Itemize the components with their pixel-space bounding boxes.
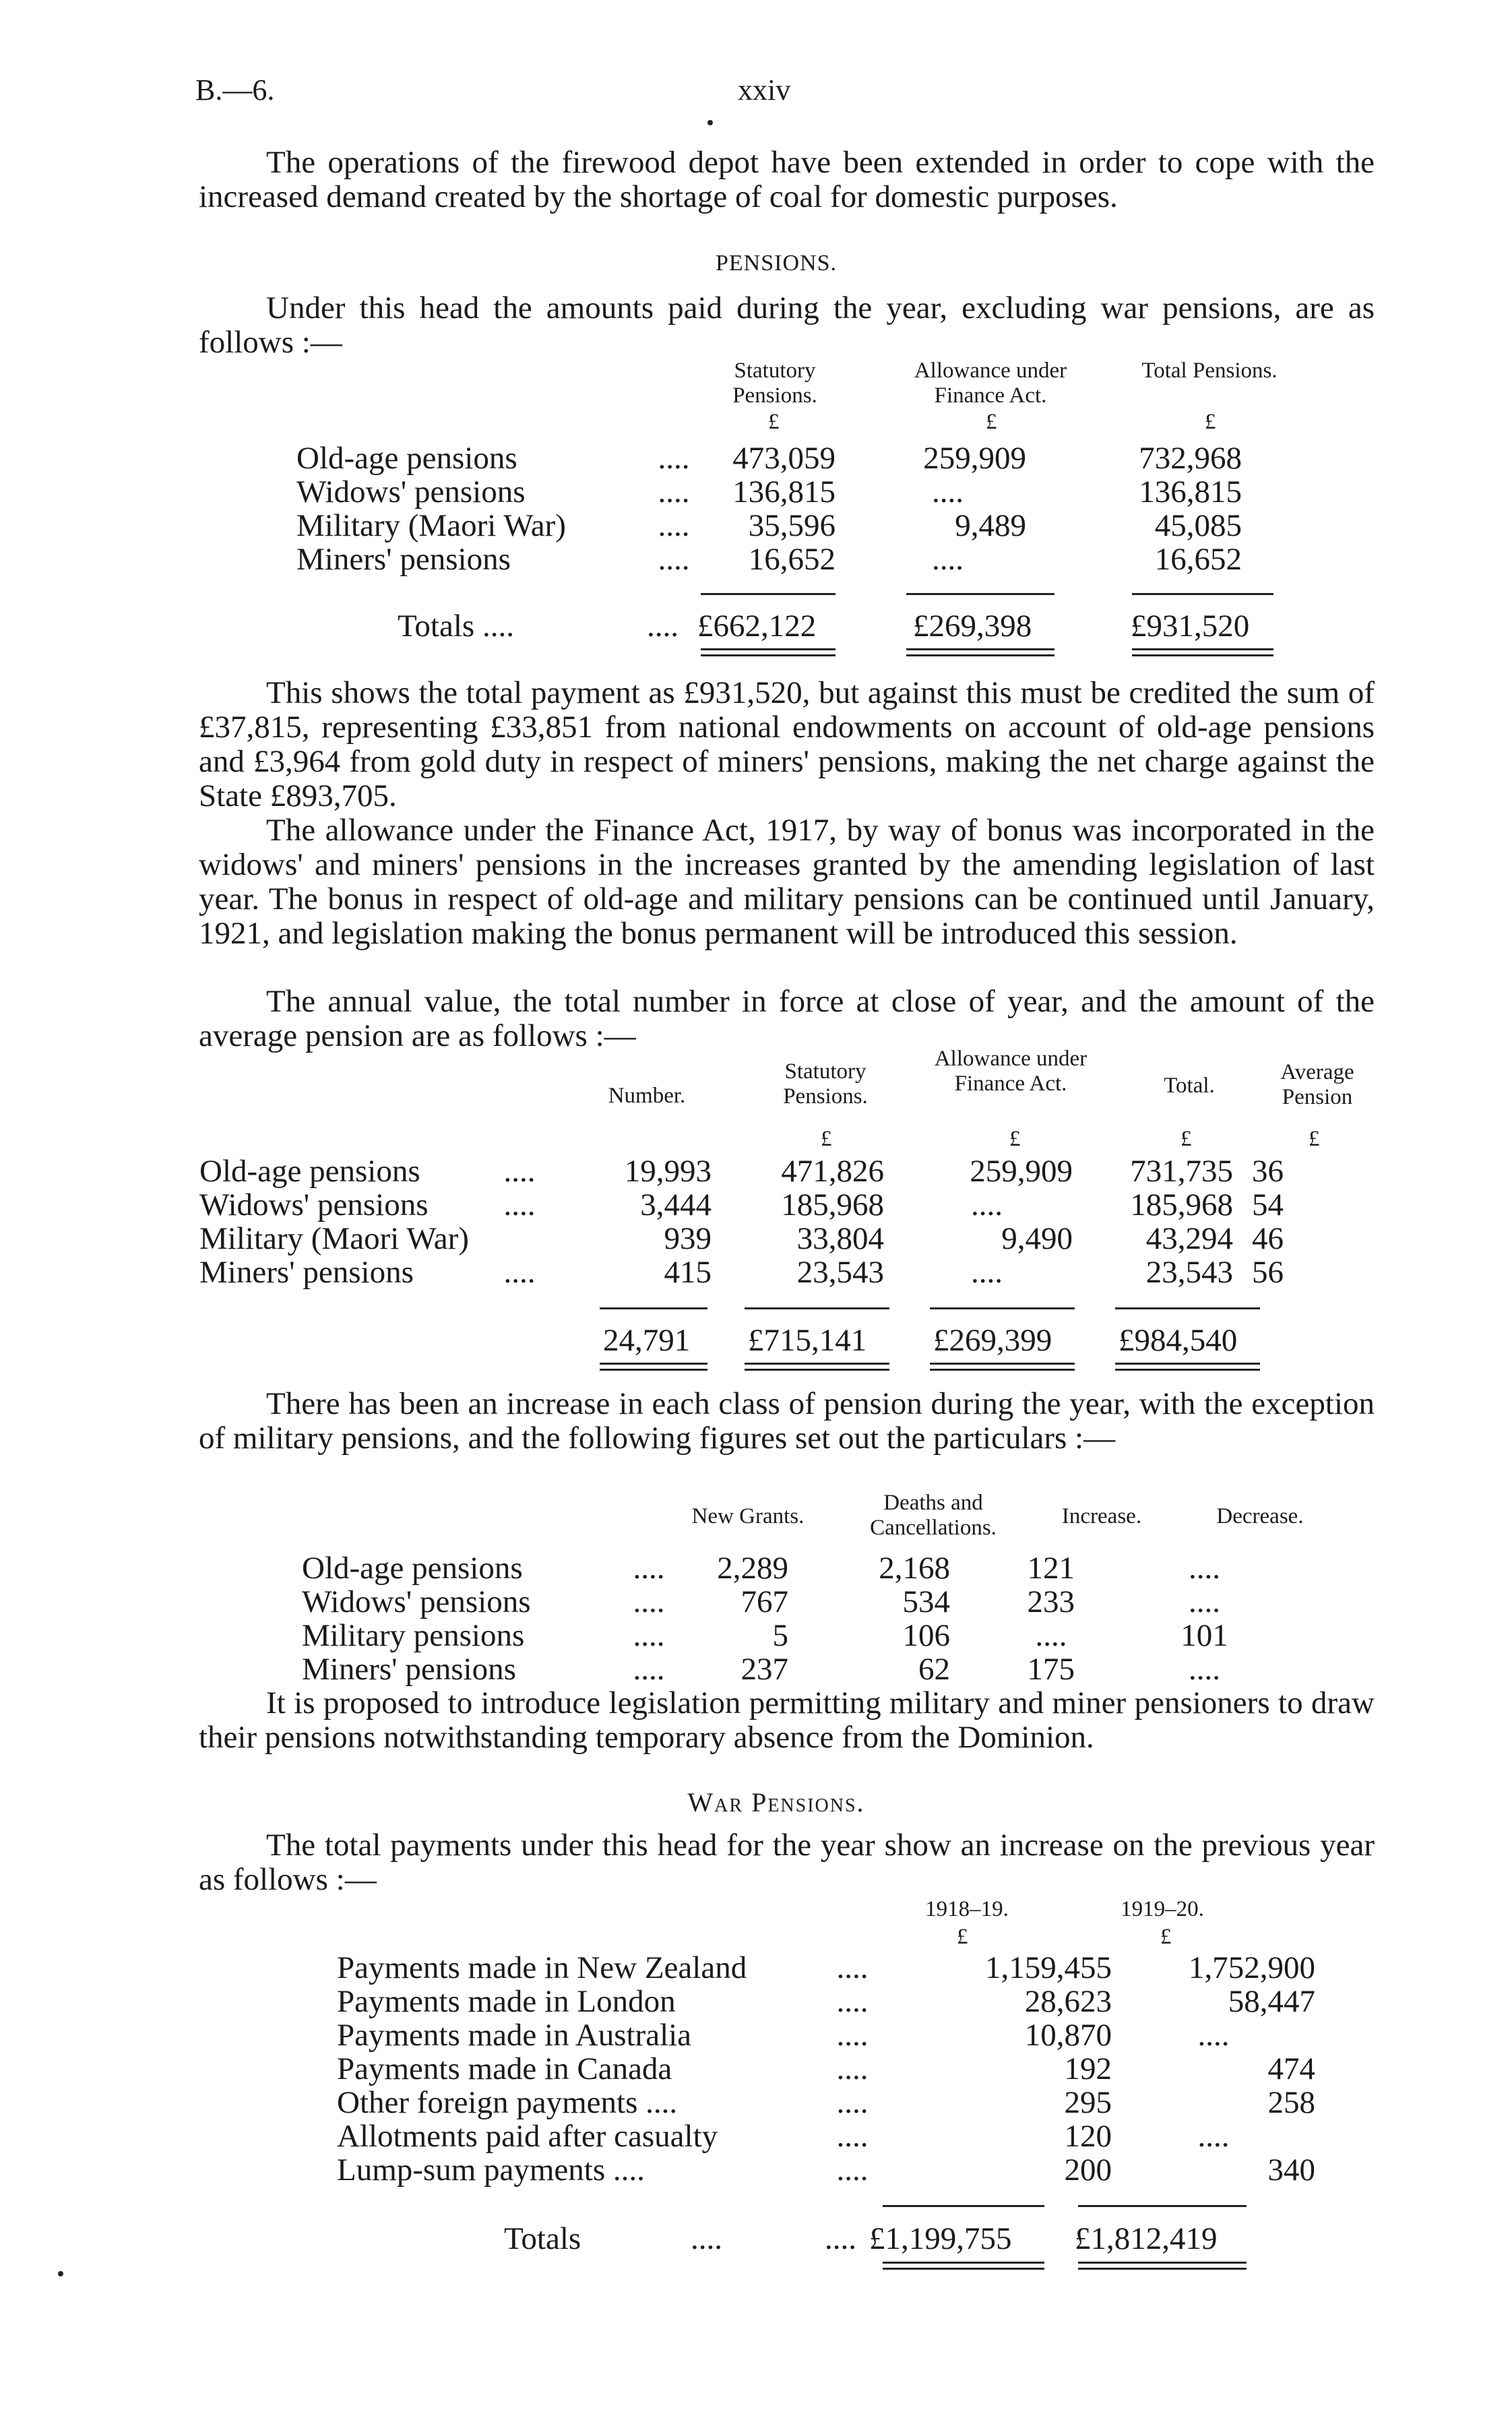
- document-reference: B.—6.: [195, 73, 275, 106]
- t1-double-rule-1: [701, 648, 836, 656]
- new-grants-value: 2,289: [717, 1551, 788, 1586]
- row-label: Military (Maori War): [296, 508, 566, 543]
- table-row: [302, 1551, 1284, 1585]
- row-label: Payments made in New Zealand: [337, 1950, 747, 1985]
- value-1918-19: 1,159,455: [985, 1950, 1112, 1985]
- leader-dots: ....: [658, 542, 690, 577]
- t3-col-increase: Increase.: [1061, 1504, 1142, 1528]
- total-value: 185,968: [1130, 1187, 1233, 1222]
- increase-value: 175: [1027, 1652, 1075, 1687]
- value-1919-20: 258: [1267, 2085, 1315, 2120]
- t4-currency-2: £: [1160, 1925, 1172, 1949]
- number-value: 19,993: [624, 1154, 712, 1189]
- total-value: 23,543: [1145, 1255, 1233, 1290]
- row-label: Old-age pensions: [296, 441, 517, 476]
- leader-dots: ....: [836, 2152, 869, 2188]
- table-row: [337, 1951, 1315, 1985]
- t2-sum-rule-3: [930, 1307, 1075, 1309]
- t1-col-total: Total Pensions.: [1141, 359, 1278, 383]
- total-value: 45,085: [1154, 508, 1242, 543]
- table-row: [302, 1585, 1284, 1619]
- t4-double-rule-2: [1078, 2262, 1247, 2270]
- leader-dots: ....: [633, 1652, 665, 1687]
- t2-double-rule-2: [745, 1363, 889, 1371]
- pension-changes-table: [302, 1551, 1284, 1686]
- leader-dots: ....: [633, 1618, 665, 1653]
- row-label: Miners' pensions: [199, 1255, 414, 1290]
- page-number: xxiv: [738, 73, 791, 106]
- table-row: [302, 1652, 1284, 1686]
- t2-sum-rule-2: [745, 1307, 889, 1309]
- value-1919-20: 340: [1267, 2152, 1315, 2188]
- statutory-value: 23,543: [796, 1255, 884, 1290]
- table-row: [199, 1222, 1324, 1255]
- t1-col-statutory: Statutory Pensions.: [732, 359, 817, 408]
- war-pensions-intro: The total payments under this head for the year show an increase on the previous year as follows :—: [199, 1828, 1375, 1897]
- t2-currency-1: £: [821, 1127, 832, 1151]
- allowance-value: 259,909: [923, 441, 1026, 476]
- row-label: Other foreign payments ....: [337, 2085, 678, 2120]
- t1-sum-rule-1: [701, 593, 836, 595]
- t3-col-deaths: Deaths and Cancellations.: [870, 1491, 997, 1540]
- row-label: Old-age pensions: [302, 1551, 523, 1586]
- t1-currency-1: £: [768, 410, 780, 434]
- statutory-value: 185,968: [781, 1187, 884, 1222]
- t1-double-rule-2: [906, 648, 1054, 656]
- statutory-value: 471,826: [781, 1154, 884, 1189]
- new-grants-value: 5: [772, 1618, 788, 1653]
- row-label: Old-age pensions: [199, 1154, 420, 1189]
- total-value: 43,294: [1145, 1221, 1233, 1256]
- table-row: [296, 542, 1275, 576]
- value-1919-20: 58,447: [1228, 1984, 1315, 2019]
- decrease-value: 101: [1180, 1618, 1228, 1653]
- t4-total-1919-20: £1,812,419: [1075, 2221, 1218, 2256]
- leader-dots: ....: [836, 1984, 869, 2019]
- pensions-intro: Under this head the amounts paid during the year, excluding war pensions, are as follows :—: [199, 290, 1375, 360]
- increase-value: ....: [1035, 1618, 1067, 1653]
- table-row: [199, 1188, 1324, 1222]
- value-1918-19: 120: [1064, 2119, 1112, 2154]
- pensions-heading: PENSIONS.: [716, 251, 837, 276]
- leader-dots: ....: [633, 1584, 665, 1619]
- t2-col-allowance: Allowance under Finance Act.: [934, 1047, 1088, 1096]
- leader-dots: ....: [658, 441, 690, 476]
- table-row: [337, 2018, 1315, 2052]
- t1-sum-rule-3: [1132, 593, 1273, 595]
- t4-sum-rule-1: [883, 2205, 1044, 2207]
- allowance-value: ....: [971, 1187, 1003, 1222]
- t1-total-total: £931,520: [1131, 609, 1250, 644]
- value-1918-19: 295: [1064, 2085, 1112, 2120]
- firewood-paragraph: The operations of the firewood depot have been extended in order to cope with the increased demand created by the shortage of coal for domestic purposes.: [199, 145, 1375, 214]
- average-value: 56: [1252, 1255, 1284, 1290]
- decrease-value: ....: [1189, 1551, 1220, 1586]
- value-1918-19: 10,870: [1024, 2018, 1112, 2053]
- t1-totals-dots: ....: [647, 609, 679, 644]
- leader-dots: ....: [836, 2119, 869, 2154]
- deaths-value: 534: [902, 1584, 950, 1619]
- value-1919-20: ....: [1197, 2119, 1230, 2154]
- statutory-value: 136,815: [732, 474, 836, 509]
- row-label: Payments made in Canada: [337, 2051, 672, 2086]
- total-value: 732,968: [1139, 441, 1242, 476]
- t4-col-1919: 1919–20.: [1121, 1897, 1204, 1921]
- t1-currency-3: £: [1205, 410, 1216, 434]
- t2-col-number: Number.: [608, 1084, 686, 1108]
- t4-totals-dots-1: ....: [691, 2221, 722, 2256]
- allowance-value: ....: [971, 1255, 1003, 1290]
- leader-dots: ....: [658, 508, 690, 543]
- allowance-value: ....: [932, 474, 964, 509]
- table-row: [296, 441, 1275, 475]
- value-1918-19: 28,623: [1024, 1984, 1112, 2019]
- t1-total-statutory: £662,122: [697, 609, 817, 644]
- leader-dots: ....: [503, 1154, 536, 1189]
- row-label: Military (Maori War): [199, 1221, 469, 1256]
- bonus-paragraph: The allowance under the Finance Act, 1917, by way of bonus was incorporated in the widows' and miners' pensions in the increases granted by the amending legislation of last year. The bonus in respect of old-age and military pensions can be continued until January, 1921, and legislation making the bonus permanent will be introduced this session.: [199, 813, 1375, 951]
- increase-value: 233: [1027, 1584, 1075, 1619]
- t2-double-rule-4: [1115, 1363, 1260, 1371]
- allowance-value: ....: [932, 542, 964, 577]
- t1-totals-label: Totals ....: [398, 609, 514, 644]
- average-value: 46: [1252, 1221, 1284, 1256]
- annual-value-paragraph: The annual value, the total number in force at close of year, and the amount of the average pension are as follows :—: [199, 984, 1375, 1053]
- table-row: [337, 2153, 1315, 2187]
- t4-totals-dots-2: ....: [825, 2221, 856, 2256]
- row-label: Payments made in Australia: [337, 2018, 692, 2053]
- row-label: Lump-sum payments ....: [337, 2152, 645, 2188]
- leader-dots: ....: [633, 1551, 665, 1586]
- t2-currency-3: £: [1180, 1127, 1192, 1151]
- deaths-value: 2,168: [879, 1551, 950, 1586]
- t2-col-statutory: Statutory Pensions.: [783, 1059, 868, 1109]
- t2-total-number: 24,791: [603, 1323, 691, 1358]
- number-value: 939: [664, 1221, 712, 1256]
- new-grants-value: 767: [741, 1584, 788, 1619]
- value-1919-20: 1,752,900: [1189, 1950, 1315, 1985]
- pensions-in-force-table: [199, 1154, 1324, 1289]
- leader-dots: ....: [658, 474, 690, 509]
- table-row: [199, 1255, 1324, 1289]
- number-value: 3,444: [640, 1187, 712, 1222]
- row-label: Payments made in London: [337, 1984, 676, 2019]
- average-value: 54: [1252, 1187, 1284, 1222]
- leader-dots: ....: [836, 2018, 869, 2053]
- total-value: 136,815: [1139, 474, 1242, 509]
- t2-sum-rule-4: [1115, 1307, 1260, 1309]
- statutory-value: 35,596: [748, 508, 836, 543]
- decrease-value: ....: [1189, 1652, 1220, 1687]
- table-row: [337, 2052, 1315, 2086]
- t3-col-decrease: Decrease.: [1216, 1504, 1304, 1528]
- legislation-paragraph: It is proposed to introduce legislation permitting military and miner pensioners to draw their pensions notwithstanding temporary absence from the Dominion.: [199, 1685, 1375, 1755]
- average-value: 36: [1252, 1154, 1284, 1189]
- war-pensions-table: [337, 1951, 1315, 2187]
- t2-currency-2: £: [1009, 1127, 1021, 1151]
- leader-dots: ....: [503, 1187, 536, 1222]
- statutory-value: 33,804: [796, 1221, 884, 1256]
- t1-double-rule-3: [1132, 648, 1273, 656]
- table-row: [296, 509, 1275, 542]
- leader-dots: ....: [836, 1950, 869, 1985]
- table-row: [296, 475, 1275, 509]
- increase-paragraph: There has been an increase in each class of pension during the year, with the exception of military pensions, and the following figures set out the particulars :—: [199, 1386, 1375, 1456]
- t1-currency-2: £: [986, 410, 997, 434]
- row-label: Widows' pensions: [296, 474, 526, 509]
- row-label: Widows' pensions: [302, 1584, 531, 1619]
- table-row: [337, 2086, 1315, 2119]
- leader-dots: ....: [836, 2051, 869, 2086]
- value-1918-19: 200: [1064, 2152, 1112, 2188]
- table-row: [199, 1154, 1324, 1188]
- t2-col-total: Total.: [1164, 1074, 1215, 1098]
- war-pensions-heading: War Pensions.: [687, 1787, 865, 1818]
- t2-total-total: £984,540: [1119, 1323, 1238, 1358]
- total-value: 16,652: [1154, 542, 1242, 577]
- allowance-value: 9,490: [1001, 1221, 1073, 1256]
- table-row: [302, 1619, 1284, 1652]
- t1-sum-rule-2: [906, 593, 1054, 595]
- t3-col-new-grants: New Grants.: [691, 1504, 805, 1528]
- leader-dots: [496, 1222, 543, 1255]
- row-label: Widows' pensions: [199, 1187, 429, 1222]
- value-1918-19: 192: [1064, 2051, 1112, 2086]
- leader-dots: ....: [503, 1255, 536, 1290]
- statutory-value: 473,059: [732, 441, 836, 476]
- t1-col-allowance: Allowance under Finance Act.: [914, 359, 1067, 408]
- statutory-value: 16,652: [748, 542, 836, 577]
- table-row: [337, 2119, 1315, 2153]
- new-grants-value: 237: [741, 1652, 788, 1687]
- total-value: 731,735: [1130, 1154, 1233, 1189]
- printer-mark: [707, 120, 713, 125]
- decrease-value: ....: [1189, 1584, 1220, 1619]
- deaths-value: 62: [918, 1652, 950, 1687]
- t2-double-rule-3: [930, 1363, 1075, 1371]
- allowance-value: 9,489: [955, 508, 1026, 543]
- pensions-table: [296, 441, 1275, 576]
- number-value: 415: [664, 1255, 712, 1290]
- leader-dots: ....: [836, 2085, 869, 2120]
- t4-sum-rule-2: [1078, 2205, 1247, 2207]
- t2-col-average: Average Pension: [1280, 1060, 1354, 1109]
- t4-currency-1: £: [957, 1925, 968, 1949]
- t2-sum-rule-1: [600, 1307, 707, 1309]
- t4-col-1918: 1918–19.: [925, 1897, 1009, 1921]
- value-1919-20: 474: [1267, 2051, 1315, 2086]
- value-1919-20: ....: [1197, 2018, 1230, 2053]
- t4-double-rule-1: [883, 2262, 1044, 2270]
- net-charge-paragraph: This shows the total payment as £931,520, but against this must be credited the sum of £37,815, representing £33,851 from national endowments on account of old-age pensions and £3,964 from gold duty in respect of miners' pensions, making the net charge against the State £893,705.: [199, 675, 1375, 813]
- t2-double-rule-1: [600, 1363, 707, 1371]
- deaths-value: 106: [902, 1618, 950, 1653]
- row-label: Military pensions: [302, 1618, 525, 1653]
- t4-total-1918-19: £1,199,755: [869, 2221, 1012, 2256]
- t1-total-allowance: £269,398: [913, 609, 1032, 644]
- increase-value: 121: [1027, 1551, 1075, 1586]
- t2-total-statutory: £715,141: [748, 1323, 867, 1358]
- t4-totals-label: Totals: [504, 2221, 581, 2256]
- t2-currency-4: £: [1309, 1127, 1320, 1151]
- row-label: Miners' pensions: [296, 542, 511, 577]
- allowance-value: 259,909: [970, 1154, 1073, 1189]
- printer-mark: [58, 2271, 63, 2276]
- t2-total-allowance: £269,399: [933, 1323, 1052, 1358]
- table-row: [337, 1985, 1315, 2018]
- row-label: Miners' pensions: [302, 1652, 516, 1687]
- row-label: Allotments paid after casualty: [337, 2119, 718, 2154]
